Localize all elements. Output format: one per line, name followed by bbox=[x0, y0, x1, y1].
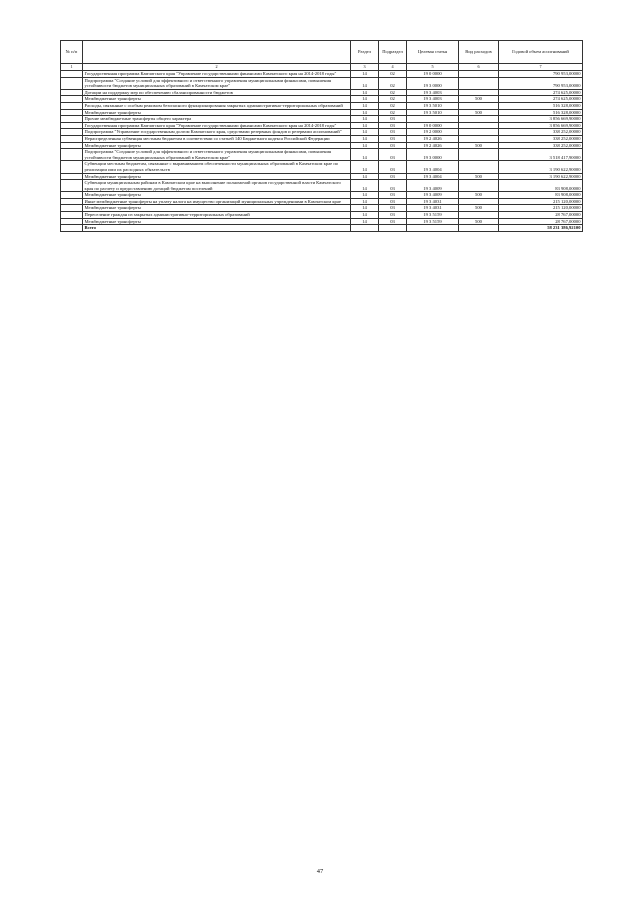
row-razdel: 14 bbox=[351, 218, 379, 225]
table-row bbox=[61, 116, 583, 123]
row-expense-type bbox=[459, 212, 499, 219]
row-amount: 338 252,00000 bbox=[499, 129, 583, 136]
column-index: 4 bbox=[379, 64, 407, 71]
row-amount: 790 953,00000 bbox=[499, 71, 583, 78]
row-amount: 28 767,00000 bbox=[499, 218, 583, 225]
row-expense-type bbox=[459, 116, 499, 123]
row-target-article: 19 2 4026 bbox=[407, 142, 459, 149]
row-target-article: 19 3 4031 bbox=[407, 205, 459, 212]
header-name bbox=[83, 41, 351, 64]
row-target-article: 19 3 4003 bbox=[407, 89, 459, 96]
row-expense-type bbox=[459, 180, 499, 192]
row-podrazdel: 03 bbox=[379, 212, 407, 219]
row-target-article: 19 3 4009 bbox=[407, 192, 459, 199]
header-annual-amount: Годовой объем ассигнований bbox=[499, 41, 583, 64]
row-target-article: 19 2 0000 bbox=[407, 129, 459, 136]
row-amount: 516 328,00000 bbox=[499, 102, 583, 109]
row-expense-type bbox=[459, 102, 499, 109]
row-podrazdel: 03 bbox=[379, 122, 407, 129]
column-index: 7 bbox=[499, 64, 583, 71]
table-row bbox=[61, 173, 583, 180]
row-name: Государственная программа Камчатского края "Управление государственными финансами Камчатского края на 2014-2018 годы" bbox=[83, 122, 351, 129]
row-podrazdel: 03 bbox=[379, 198, 407, 205]
row-num bbox=[61, 192, 83, 199]
row-name: Нераспределенная субвенция местным бюджетам в соответствии со статьей 140 Бюджетного кодекса Российской Федерации bbox=[83, 135, 351, 142]
row-target-article: 19 3 4009 bbox=[407, 180, 459, 192]
table-row bbox=[61, 149, 583, 161]
row-num bbox=[61, 218, 83, 225]
row-podrazdel: 02 bbox=[379, 89, 407, 96]
row-razdel: 14 bbox=[351, 192, 379, 199]
row-num bbox=[61, 135, 83, 142]
row-target-article: 19 3 5159 bbox=[407, 218, 459, 225]
row-razdel: 14 bbox=[351, 96, 379, 103]
column-index: 5 bbox=[407, 64, 459, 71]
row-podrazdel: 03 bbox=[379, 149, 407, 161]
row-name: Межбюджетные трансферты bbox=[83, 96, 351, 103]
row-target-article: 19 3 4003 bbox=[407, 96, 459, 103]
table-row bbox=[61, 218, 583, 225]
row-razdel: 14 bbox=[351, 142, 379, 149]
header-razdel: Раздел bbox=[351, 41, 379, 64]
row-name: Межбюджетные трансферты bbox=[83, 218, 351, 225]
total-label: Всего bbox=[83, 225, 351, 232]
header-podrazdel: Подраздел bbox=[379, 41, 407, 64]
row-podrazdel: 03 bbox=[379, 116, 407, 123]
budget-table-sheet bbox=[60, 40, 582, 232]
row-num bbox=[61, 116, 83, 123]
row-target-article: 19 3 5159 bbox=[407, 212, 459, 219]
row-num bbox=[61, 77, 83, 89]
row-razdel: 14 bbox=[351, 71, 379, 78]
table-row bbox=[61, 198, 583, 205]
row-razdel: 14 bbox=[351, 149, 379, 161]
row-name: Межбюджетные трансферты bbox=[83, 142, 351, 149]
table-row bbox=[61, 205, 583, 212]
row-podrazdel: 03 bbox=[379, 173, 407, 180]
row-razdel: 14 bbox=[351, 129, 379, 136]
row-expense-type: 500 bbox=[459, 205, 499, 212]
total-empty bbox=[379, 225, 407, 232]
total-empty bbox=[407, 225, 459, 232]
row-podrazdel: 03 bbox=[379, 205, 407, 212]
row-expense-type bbox=[459, 89, 499, 96]
row-name: Переселение граждан из закрытых административно-территориальных образований bbox=[83, 212, 351, 219]
total-row bbox=[61, 225, 583, 232]
table-row bbox=[61, 96, 583, 103]
table-row bbox=[61, 77, 583, 89]
row-razdel: 14 bbox=[351, 173, 379, 180]
row-podrazdel: 02 bbox=[379, 109, 407, 116]
row-podrazdel: 03 bbox=[379, 135, 407, 142]
table-row bbox=[61, 122, 583, 129]
row-razdel: 14 bbox=[351, 122, 379, 129]
row-name: Прочие межбюджетные трансферты общего характера bbox=[83, 116, 351, 123]
row-num bbox=[61, 180, 83, 192]
row-target-article: 19 3 0000 bbox=[407, 77, 459, 89]
table-row bbox=[61, 142, 583, 149]
row-name: Государственная программа Камчатского края "Управление государственными финансами Камчатского края на 2014-2018 годы" bbox=[83, 71, 351, 78]
header-num: № п/п bbox=[61, 41, 83, 64]
row-num bbox=[61, 142, 83, 149]
row-amount: 516 328,00000 bbox=[499, 109, 583, 116]
row-razdel: 14 bbox=[351, 77, 379, 89]
row-expense-type bbox=[459, 198, 499, 205]
table-row bbox=[61, 161, 583, 173]
row-target-article: 19 3 0000 bbox=[407, 149, 459, 161]
row-expense-type bbox=[459, 149, 499, 161]
row-podrazdel: 02 bbox=[379, 102, 407, 109]
row-razdel: 14 bbox=[351, 109, 379, 116]
row-razdel: 14 bbox=[351, 161, 379, 173]
row-target-article: 19 3 4004 bbox=[407, 161, 459, 173]
row-name: Иные межбюджетные трансферты на уплату налога на имущество организаций муниципальных учреждениями в Камчатском крае bbox=[83, 198, 351, 205]
row-amount: 3 190 622,90000 bbox=[499, 161, 583, 173]
budget-table bbox=[60, 40, 583, 232]
row-name: Дотации на поддержку мер по обеспечению сбалансированности бюджетов bbox=[83, 89, 351, 96]
column-index: 3 bbox=[351, 64, 379, 71]
row-name: Субвенции местным бюджетам, связанные с выравниванием обеспеченности муниципальных образований в Камчатском крае по реализации ими их расходных обязательств bbox=[83, 161, 351, 173]
row-amount: 3 856 669,90000 bbox=[499, 122, 583, 129]
row-razdel: 14 bbox=[351, 89, 379, 96]
row-num bbox=[61, 71, 83, 78]
row-num bbox=[61, 89, 83, 96]
total-empty bbox=[459, 225, 499, 232]
row-podrazdel: 03 bbox=[379, 218, 407, 225]
row-num bbox=[61, 102, 83, 109]
row-target-article: 19 3 5010 bbox=[407, 102, 459, 109]
table-row bbox=[61, 135, 583, 142]
row-amount: 3 856 669,90000 bbox=[499, 116, 583, 123]
row-name: Подпрограмма "Создание условий для эффективного и ответственного управления муниципальными финансами, повышения устойчивости бюджетов муниципальных образований в Камчатском крае" bbox=[83, 77, 351, 89]
row-expense-type: 500 bbox=[459, 109, 499, 116]
row-amount: 83 908,00000 bbox=[499, 192, 583, 199]
row-amount: 338 252,00000 bbox=[499, 135, 583, 142]
row-razdel: 14 bbox=[351, 180, 379, 192]
row-num bbox=[61, 149, 83, 161]
row-name: Подпрограмма "Создание условий для эффективного и ответственного управления муниципальными финансами, повышения устойчивости бюджетов муниципальных образований в Камчатском крае" bbox=[83, 149, 351, 161]
row-amount: 215 120,00000 bbox=[499, 205, 583, 212]
table-row bbox=[61, 192, 583, 199]
row-amount: 28 767,00000 bbox=[499, 212, 583, 219]
row-target-article bbox=[407, 116, 459, 123]
row-amount: 215 120,00000 bbox=[499, 198, 583, 205]
row-expense-type: 500 bbox=[459, 142, 499, 149]
table-row bbox=[61, 180, 583, 192]
row-amount: 274 625,00000 bbox=[499, 89, 583, 96]
row-amount: 790 953,00000 bbox=[499, 77, 583, 89]
table-row bbox=[61, 129, 583, 136]
table-row bbox=[61, 109, 583, 116]
row-expense-type bbox=[459, 161, 499, 173]
table-row bbox=[61, 71, 583, 78]
row-num bbox=[61, 129, 83, 136]
row-num bbox=[61, 198, 83, 205]
page-number: 47 bbox=[316, 868, 324, 875]
row-expense-type bbox=[459, 129, 499, 136]
row-target-article: 19 3 4004 bbox=[407, 173, 459, 180]
row-razdel: 14 bbox=[351, 212, 379, 219]
column-index: 1 bbox=[61, 64, 83, 71]
header-row bbox=[61, 41, 583, 64]
row-podrazdel: 03 bbox=[379, 129, 407, 136]
row-expense-type bbox=[459, 122, 499, 129]
row-expense-type: 500 bbox=[459, 96, 499, 103]
column-index-row bbox=[61, 64, 583, 71]
table-row bbox=[61, 212, 583, 219]
row-target-article: 19 0 0000 bbox=[407, 122, 459, 129]
column-index: 6 bbox=[459, 64, 499, 71]
row-expense-type: 500 bbox=[459, 218, 499, 225]
row-podrazdel: 03 bbox=[379, 180, 407, 192]
row-expense-type bbox=[459, 135, 499, 142]
row-num bbox=[61, 173, 83, 180]
total-num bbox=[61, 225, 83, 232]
row-num bbox=[61, 96, 83, 103]
row-num bbox=[61, 161, 83, 173]
row-target-article: 19 2 4026 bbox=[407, 135, 459, 142]
table-row bbox=[61, 102, 583, 109]
total-sum: 58 231 386,92100 bbox=[499, 225, 583, 232]
row-name: Межбюджетные трансферты bbox=[83, 192, 351, 199]
row-podrazdel: 03 bbox=[379, 142, 407, 149]
column-index: 2 bbox=[83, 64, 351, 71]
row-num bbox=[61, 109, 83, 116]
row-podrazdel: 02 bbox=[379, 96, 407, 103]
row-razdel: 14 bbox=[351, 205, 379, 212]
row-target-article: 19 3 4031 bbox=[407, 198, 459, 205]
row-num bbox=[61, 205, 83, 212]
row-razdel: 14 bbox=[351, 116, 379, 123]
row-expense-type: 500 bbox=[459, 192, 499, 199]
row-target-article: 19 0 0000 bbox=[407, 71, 459, 78]
row-podrazdel: 03 bbox=[379, 161, 407, 173]
row-num bbox=[61, 212, 83, 219]
row-expense-type: 500 bbox=[459, 173, 499, 180]
row-amount: 274 625,00000 bbox=[499, 96, 583, 103]
row-razdel: 14 bbox=[351, 198, 379, 205]
row-expense-type bbox=[459, 71, 499, 78]
total-empty bbox=[351, 225, 379, 232]
row-name: Межбюджетные трансферты bbox=[83, 173, 351, 180]
row-target-article: 19 3 5010 bbox=[407, 109, 459, 116]
row-name: Межбюджетные трансферты bbox=[83, 109, 351, 116]
row-podrazdel: 02 bbox=[379, 71, 407, 78]
header-expense-type: Вид расходов bbox=[459, 41, 499, 64]
row-podrazdel: 02 bbox=[379, 77, 407, 89]
row-razdel: 14 bbox=[351, 102, 379, 109]
table-row bbox=[61, 89, 583, 96]
header-target-article: Целевая статья bbox=[407, 41, 459, 64]
row-razdel: 14 bbox=[351, 135, 379, 142]
row-amount: 338 252,00000 bbox=[499, 142, 583, 149]
row-name: Подпрограмма "Управление государственным долгом Камчатского края, средствами резервных фондов и резервами ассигнований" bbox=[83, 129, 351, 136]
row-name: Субвенции муниципальным районам в Камчатском крае на выполнение полномочий органов государственной власти Камчатского края по расчету и предоставлению дотаций бюджетам поселений bbox=[83, 180, 351, 192]
row-expense-type bbox=[459, 77, 499, 89]
table-body bbox=[61, 71, 583, 225]
row-name: Межбюджетные трансферты bbox=[83, 205, 351, 212]
row-amount: 83 908,00000 bbox=[499, 180, 583, 192]
row-name: Расходы, связанные с особым режимом безопасного функционирования закрытых административно-территориальных образований bbox=[83, 102, 351, 109]
row-amount: 3 518 417,90000 bbox=[499, 149, 583, 161]
row-podrazdel: 03 bbox=[379, 192, 407, 199]
row-amount: 3 190 622,90000 bbox=[499, 173, 583, 180]
row-num bbox=[61, 122, 83, 129]
